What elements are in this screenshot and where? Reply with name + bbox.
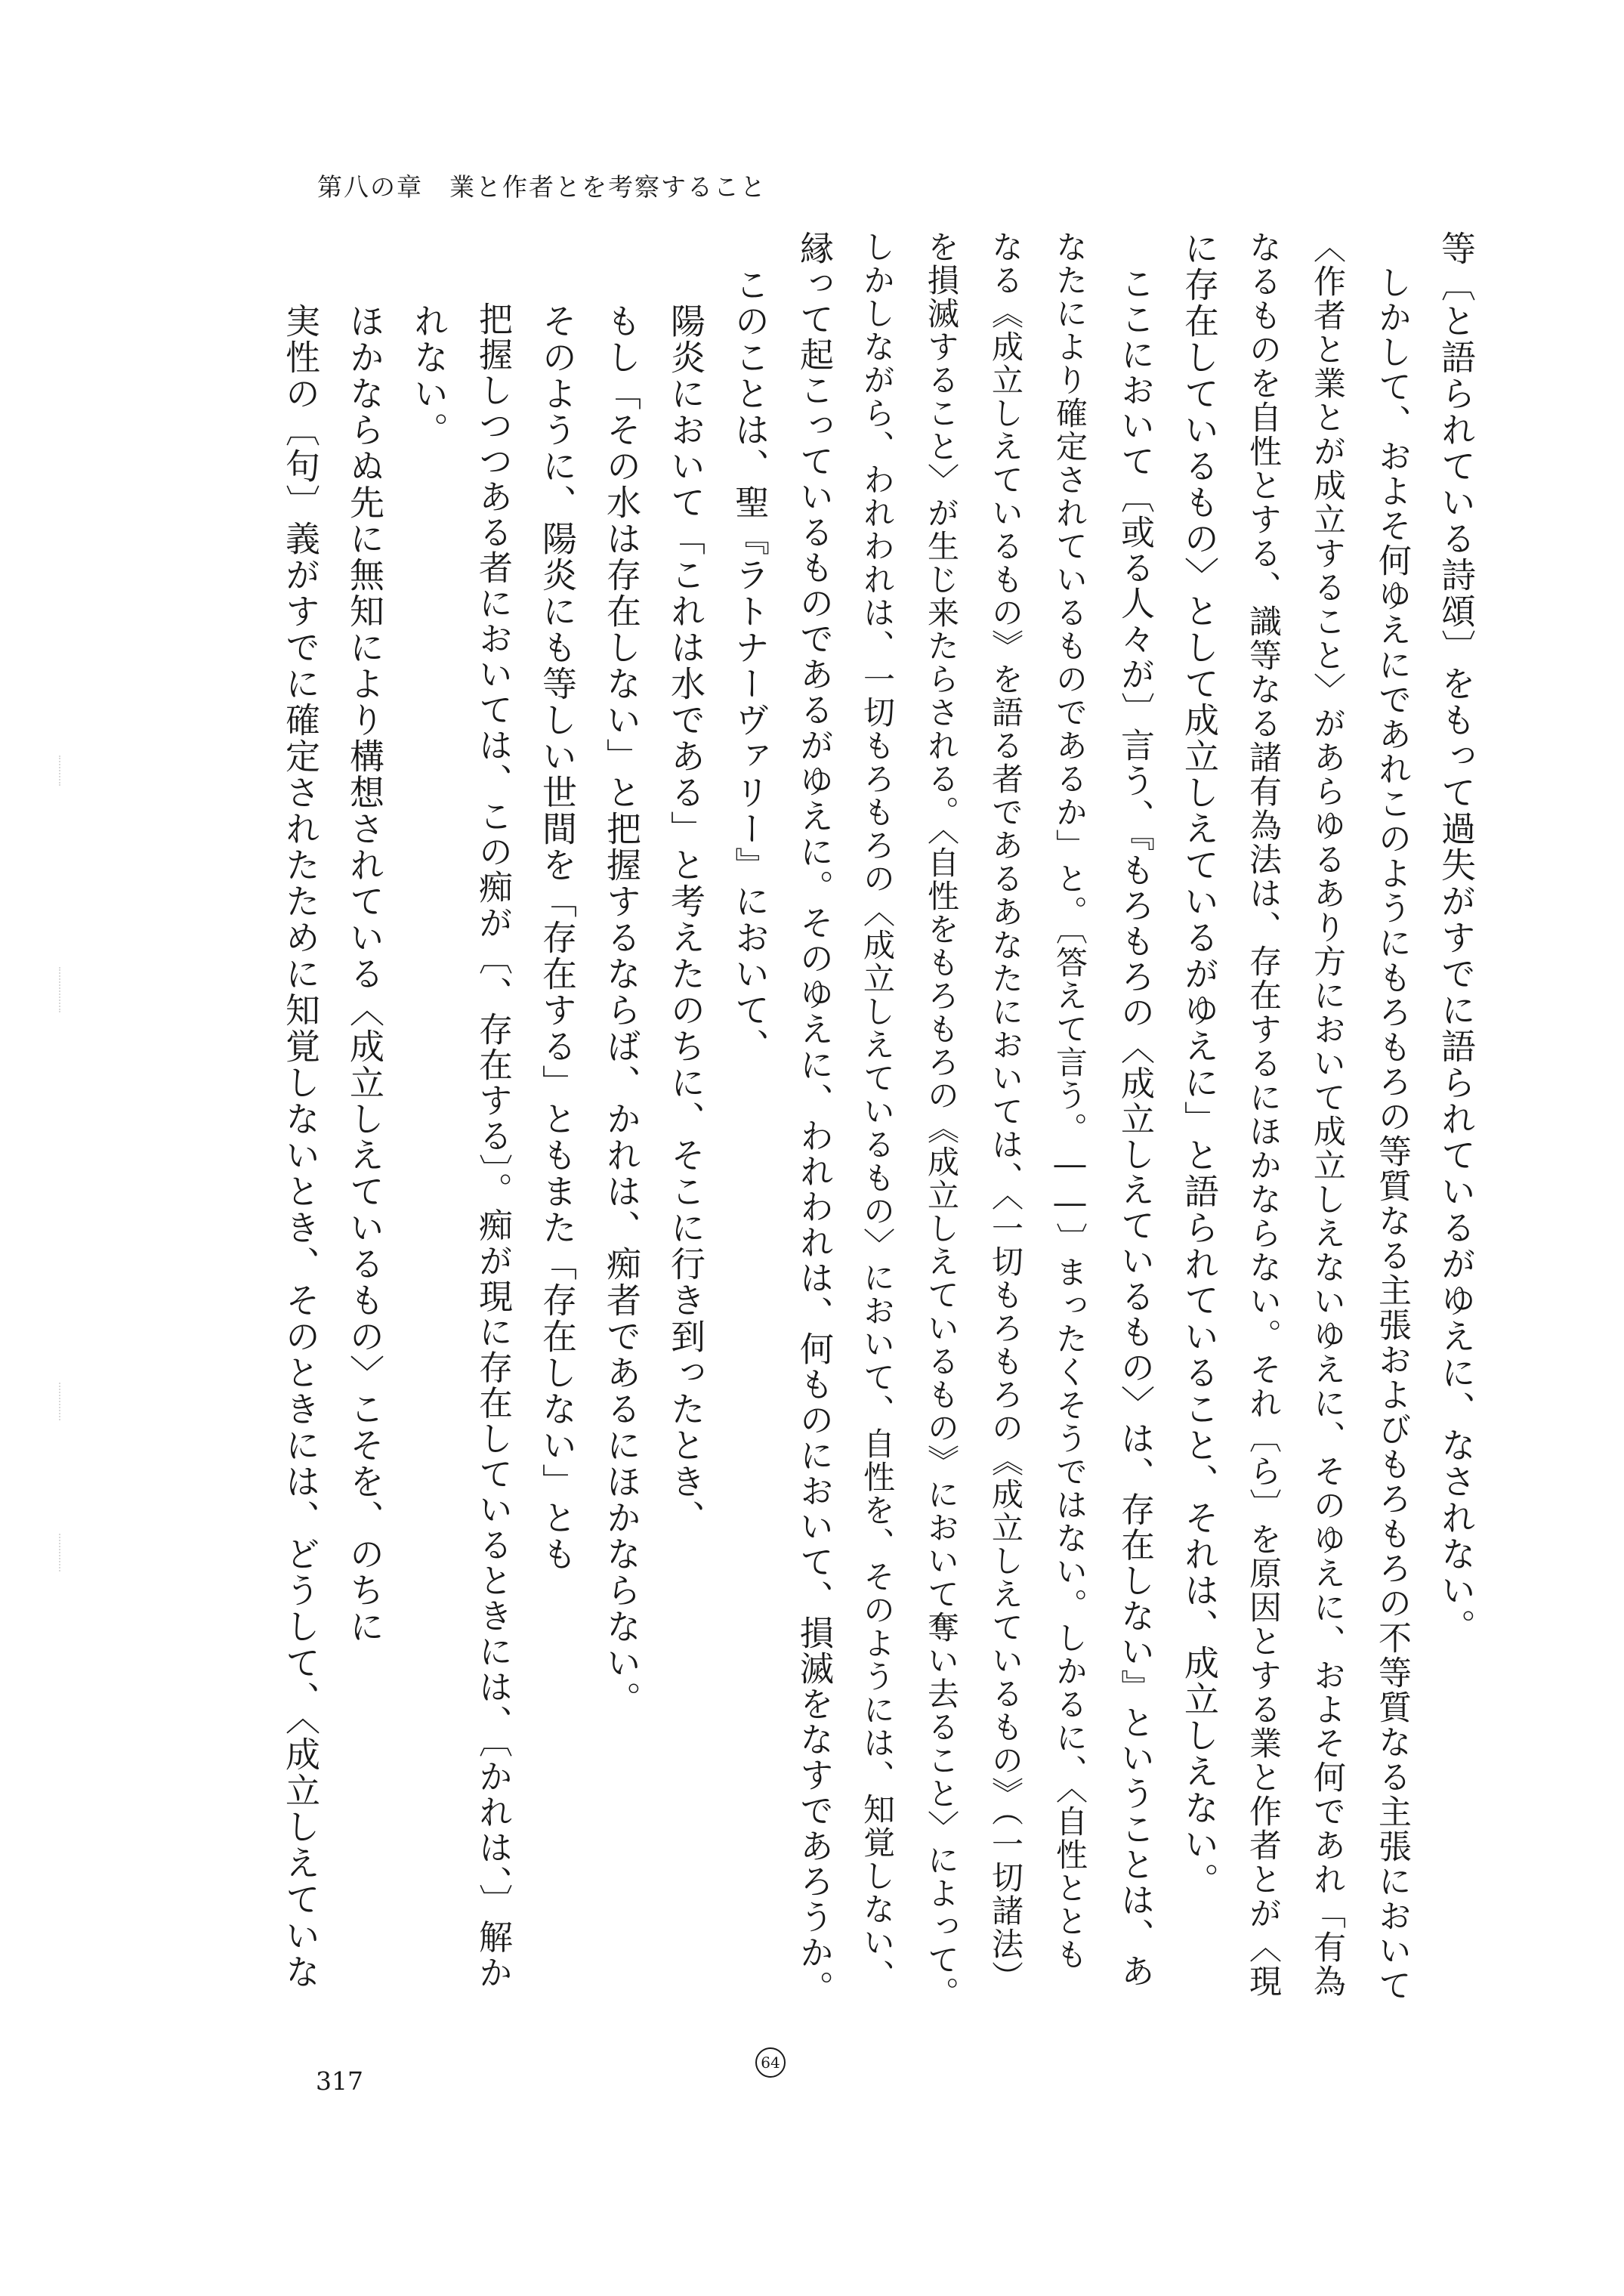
scan-speck [59, 756, 62, 786]
text-column: なる《成立しえているもの》を語る者であるあなたにおいては、〈一切もろもろの《成立しえているもの》（一切諸法） [987, 230, 1024, 1994]
scan-speck [59, 967, 62, 1012]
text-column: 陽炎において「これは水である」と考えたのちに、そこに行き到ったとき、 [665, 230, 706, 1536]
text-column: 実性の〔句〕義がすでに確定されたために知覚しないとき、そのときには、どうして、〈成立しえていな [280, 230, 321, 1990]
text-column: に存在しているもの〉として成立しえているがゆえに」と語られていること、それは、成立しえない。 [1179, 230, 1220, 1899]
circled-page-marker: 64 [755, 2047, 786, 2078]
text-column: このことは、聖『ラトナーヴァリー』において、 [730, 230, 770, 1065]
text-column: ほかならぬ先に無知により構想されている〈成立しえているもの〉こそを、のちに [344, 230, 385, 1645]
text-column: ここにおいて〔或る人々が〕言う、『もろもろの〈成立しえているもの〉は、存在しない』ということは、あ [1115, 230, 1155, 1989]
text-column: しかしながら、われわれは、一切もろもろの〈成立しえているもの〉において、自性を、そのようには、知覚しない、 [859, 230, 896, 1992]
text-column: なるものを自性とする、識等なる諸有為法は、存在するにほかならない。それ〔ら〕を原因とする業と作者とが〈現 [1244, 230, 1282, 1998]
text-column: なたにより確定されているものであるか」と。〔答えて言う。――〕まったくそうではない。しかるに、〈自性ととも [1051, 230, 1088, 1971]
text-column: れない。 [409, 230, 449, 448]
text-column: 把握しつつある者においては、この痴が〔、存在する〕。痴が現に存在しているときには、〔かれは、〕解か [473, 230, 513, 1991]
text-column: そのように、陽炎にも等しい世間を「存在する」ともまた「存在しない」とも [537, 230, 578, 1572]
text-column: しかして、およそ何ゆえにであれこのようにもろもろの等質なる主張およびもろもろの不等質なる主張において [1372, 230, 1411, 2003]
text-column: 〈作者と業とが成立すること〉があらゆるあり方において成立しえないゆえに、そのゆえに、およそ何であれ「有為 [1308, 230, 1346, 1998]
scan-speck [59, 1383, 62, 1420]
text-column: 縁って起こっているものであるがゆえに。そのゆえに、われわれは、何ものにおいて、損滅をなすであろうか。 [794, 230, 834, 2006]
scan-speck [59, 1534, 62, 1571]
running-header: 第八の章 業と作者とを考察すること [317, 172, 767, 202]
text-column: を損滅すること〉が生じ来たらされる。〈自性をもろもろの《成立しえているもの》において奪い去ること〉によって。 [923, 230, 960, 2010]
text-column: 等〔と語られている詩頌〕をもって過失がすでに語られているがゆえに、なされない。 [1436, 230, 1477, 1645]
text-column: もし「その水は存在しない」と把握するならば、かれは、痴者であるにほかならない。 [601, 230, 642, 1717]
page-number: 317 [316, 2066, 363, 2096]
